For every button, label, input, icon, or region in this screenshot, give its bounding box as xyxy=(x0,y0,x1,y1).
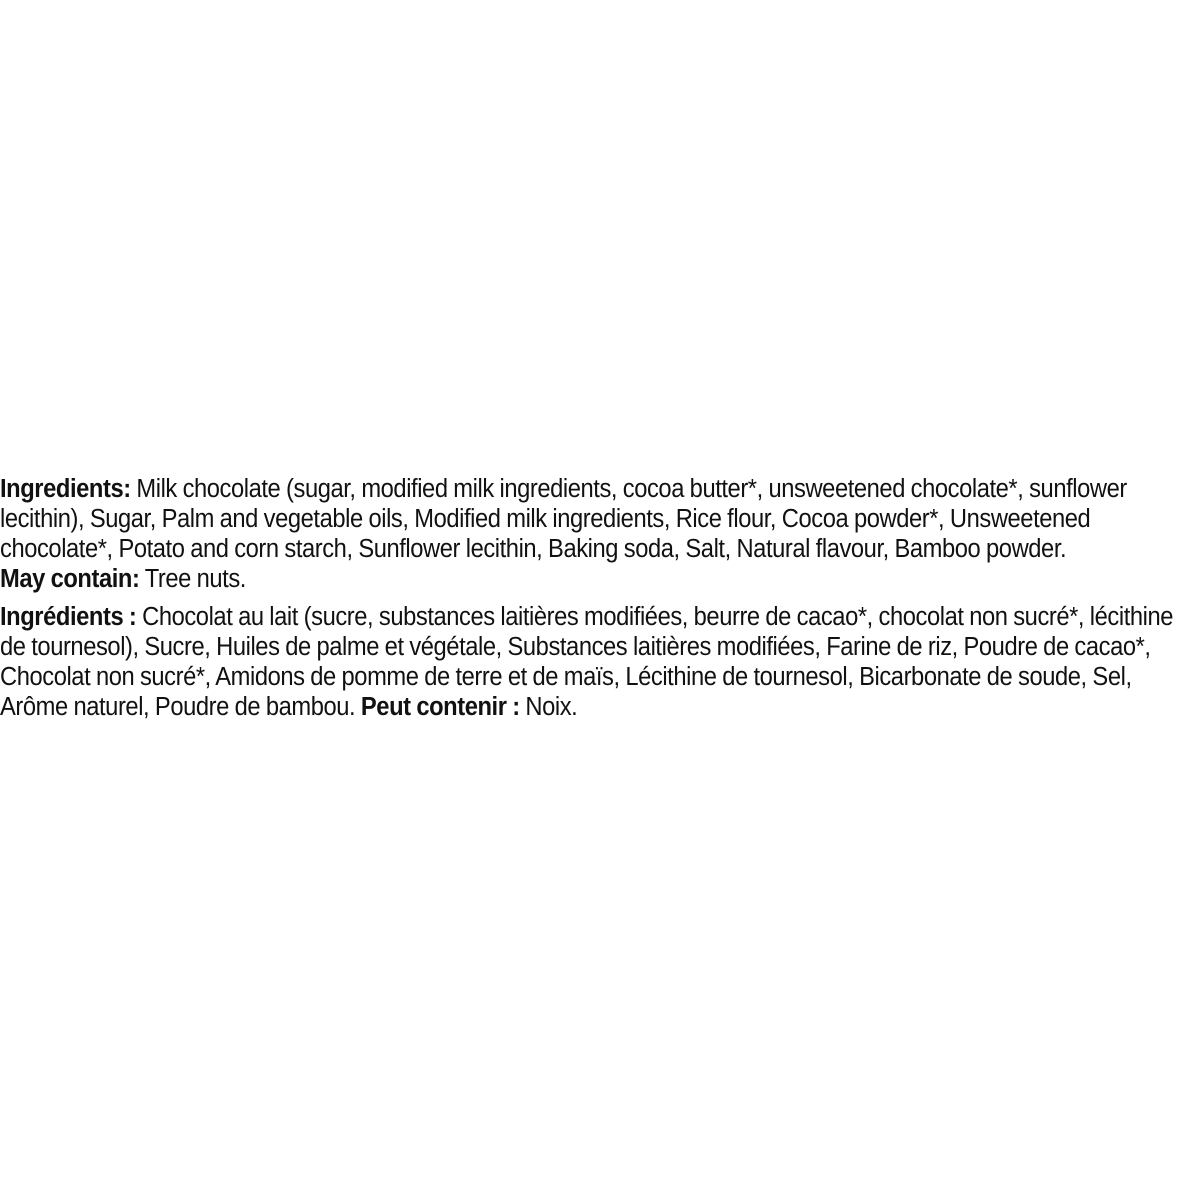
french-ingredients-text: Chocolat au lait (sucre, substances laitières modifiées, beurre de cacao*, chocolat non sucré*, lécithine de tournesol), Sucre, Huiles de palme et végétale, Substances laitières modifiées, Farine de riz, Poudre de cacao*, Chocolat non sucré*, Amidons de pomme de terre et de maïs, Lécithine de tournesol, Bicarbonate de soude, Sel, Arôme naturel, Poudre de bambou. xyxy=(0,603,1174,721)
english-ingredients-heading: Ingredients: xyxy=(0,475,131,503)
english-ingredients-paragraph xyxy=(0,474,1200,564)
english-may-contain-paragraph xyxy=(0,564,1200,594)
french-may-contain-text: Noix. xyxy=(519,693,578,721)
english-ingredients-text: Milk chocolate (sugar, modified milk ingredients, cocoa butter*, unsweetened chocolate*, sunflower lecithin), Sugar, Palm and vegetable oils, Modified milk ingredients, Rice flour, Cocoa powder*, Unsweetened chocolate*, Potato and corn starch, Sunflower lecithin, Baking soda, Salt, Natural flavour, Bamboo powder. xyxy=(0,475,1127,563)
french-ingredients-heading: Ingrédients : xyxy=(0,603,137,631)
ingredients-label-block xyxy=(0,474,1200,722)
english-may-contain-text: Tree nuts. xyxy=(139,565,246,593)
english-may-contain-heading: May contain: xyxy=(0,565,140,593)
french-ingredients-paragraph xyxy=(0,602,1200,722)
french-may-contain-heading: Peut contenir : xyxy=(360,693,520,721)
